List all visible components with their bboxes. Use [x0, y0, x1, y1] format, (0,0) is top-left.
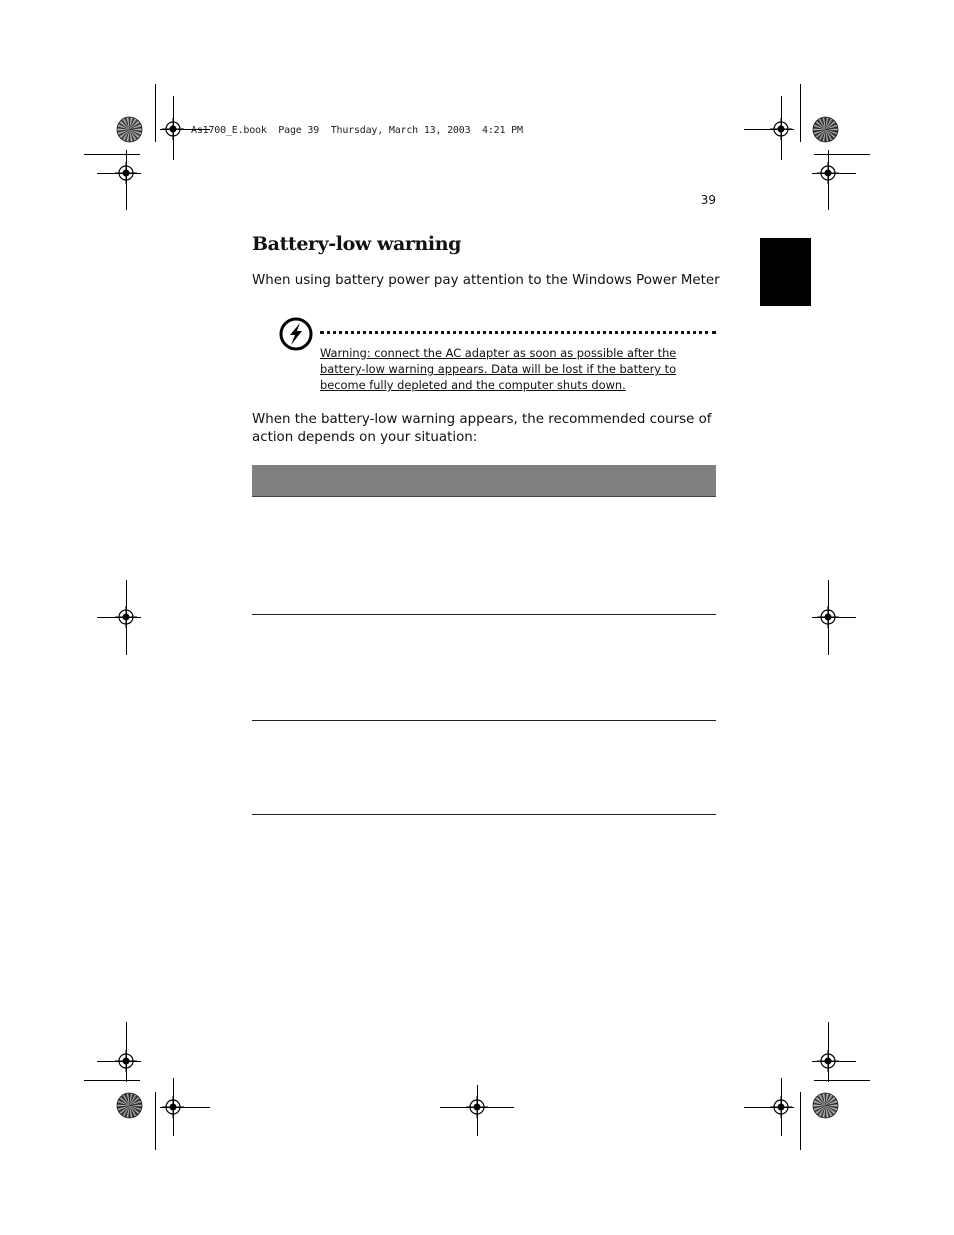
table-row-divider	[252, 720, 716, 721]
crop-mark	[814, 1080, 870, 1081]
situation-paragraph: When the battery-low warning appears, the recommended course of action depends on your situation:	[252, 412, 712, 445]
registration-mark	[113, 1048, 139, 1074]
chapter-tab	[760, 238, 811, 306]
intro-paragraph: When using battery power pay attention to the Windows Power Meter	[252, 273, 720, 288]
registration-mark	[815, 160, 841, 186]
registration-mark	[815, 604, 841, 630]
section-title: Battery-low warning	[252, 233, 462, 255]
color-wheel-mark	[812, 1092, 839, 1119]
color-wheel-mark	[116, 1092, 143, 1119]
table-row-divider	[252, 814, 716, 815]
registration-mark	[815, 1048, 841, 1074]
crop-mark	[814, 154, 870, 155]
table-row-divider	[252, 614, 716, 615]
registration-mark	[464, 1094, 490, 1120]
registration-mark	[768, 1094, 794, 1120]
crop-mark	[800, 1092, 801, 1150]
page-number: 39	[700, 193, 716, 207]
crop-mark	[155, 84, 156, 142]
crop-mark	[800, 84, 801, 142]
registration-mark	[768, 116, 794, 142]
registration-mark	[160, 1094, 186, 1120]
registration-mark	[113, 604, 139, 630]
color-wheel-mark	[116, 116, 143, 143]
registration-mark	[113, 160, 139, 186]
crop-mark	[155, 1092, 156, 1150]
print-header: As1700_E.book Page 39 Thursday, March 13, 2003 4:21 PM	[191, 125, 523, 136]
lightning-bolt-icon	[279, 317, 313, 351]
registration-mark	[160, 116, 186, 142]
color-wheel-mark	[812, 116, 839, 143]
warning-text: Warning: connect the AC adapter as soon as possible after the battery-low warning appears. Data will be lost if the battery to become fully depleted and the computer shuts down.	[320, 346, 677, 392]
table-header	[252, 465, 716, 497]
crop-mark	[84, 1080, 140, 1081]
warning-divider	[320, 331, 716, 334]
crop-mark	[84, 154, 140, 155]
